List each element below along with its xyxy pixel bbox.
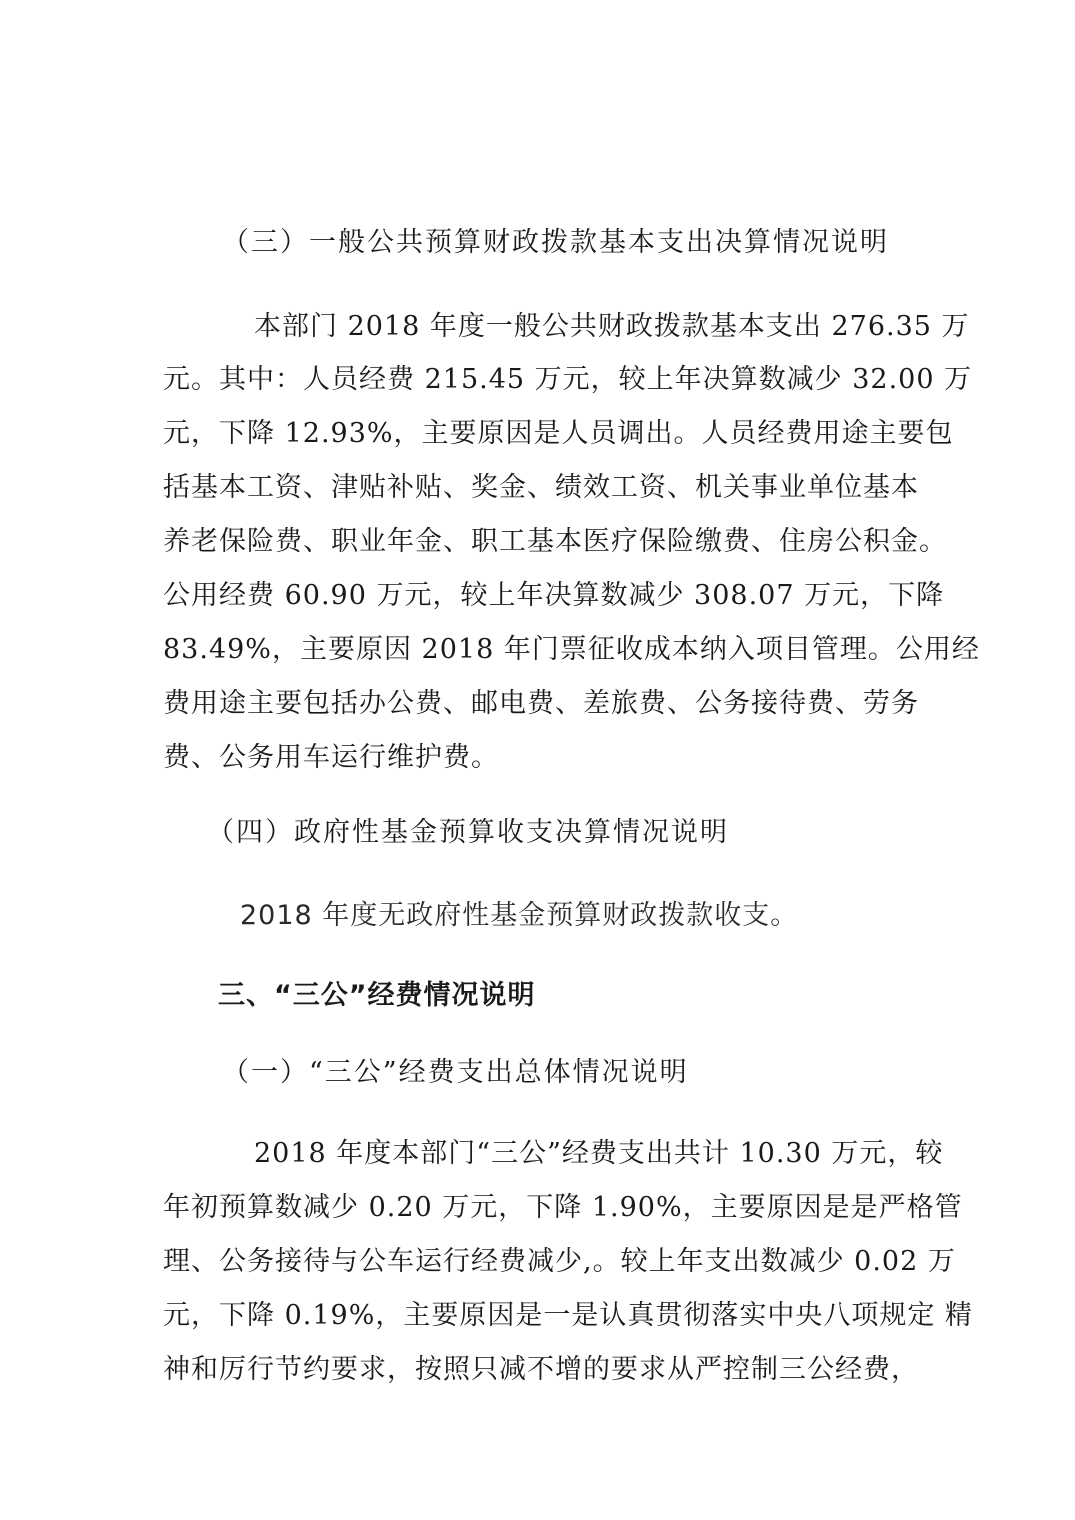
paragraph-line: 理、公务接待与公车运行经费减少,。较上年支出数减少 0.02 万: [163, 1246, 956, 1277]
section-heading-basic-expenditure: （三）一般公共预算财政拨款基本支出决算情况说明: [222, 227, 889, 258]
paragraph-line: 元，下降 12.93%，主要原因是人员调出。人员经费用途主要包: [163, 418, 954, 449]
section-heading-government-fund: （四）政府性基金预算收支决算情况说明: [207, 817, 729, 848]
paragraph-line: 年初预算数减少 0.20 万元，下降 1.90%，主要原因是是严格管: [163, 1192, 963, 1223]
paragraph-line: 神和厉行节约要求，按照只减不增的要求从严控制三公经费，: [163, 1354, 919, 1385]
paragraph-line: 2018 年度无政府性基金预算财政拨款收支。: [240, 900, 799, 931]
paragraph-line: 2018 年度本部门“三公”经费支出共计 10.30 万元，较: [254, 1138, 944, 1169]
paragraph-line: 本部门 2018 年度一般公共财政拨款基本支出 276.35 万: [254, 311, 970, 342]
paragraph-line: 养老保险费、职业年金、职工基本医疗保险缴费、住房公积金。: [163, 526, 947, 557]
paragraph-line: 元。其中：人员经费 215.45 万元，较上年决算数减少 32.00 万: [163, 364, 973, 395]
paragraph-line: 83.49%，主要原因 2018 年门票征收成本纳入项目管理。公用经: [163, 634, 980, 665]
part-heading-three-public: 三、“三公”经费情况说明: [218, 980, 536, 1011]
paragraph-line: 元，下降 0.19%，主要原因是一是认真贯彻落实中央八项规定 精: [163, 1300, 973, 1331]
paragraph-line: 费用途主要包括办公费、邮电费、差旅费、公务接待费、劳务: [163, 688, 919, 719]
paragraph-line: 公用经费 60.90 万元，较上年决算数减少 308.07 万元，下降: [163, 580, 945, 611]
paragraph-line: 费、公务用车运行维护费。: [163, 742, 499, 773]
section-heading-three-public-overall: （一）“三公”经费支出总体情况说明: [222, 1057, 689, 1088]
paragraph-line: 括基本工资、津贴补贴、奖金、绩效工资、机关事业单位基本: [163, 472, 919, 503]
